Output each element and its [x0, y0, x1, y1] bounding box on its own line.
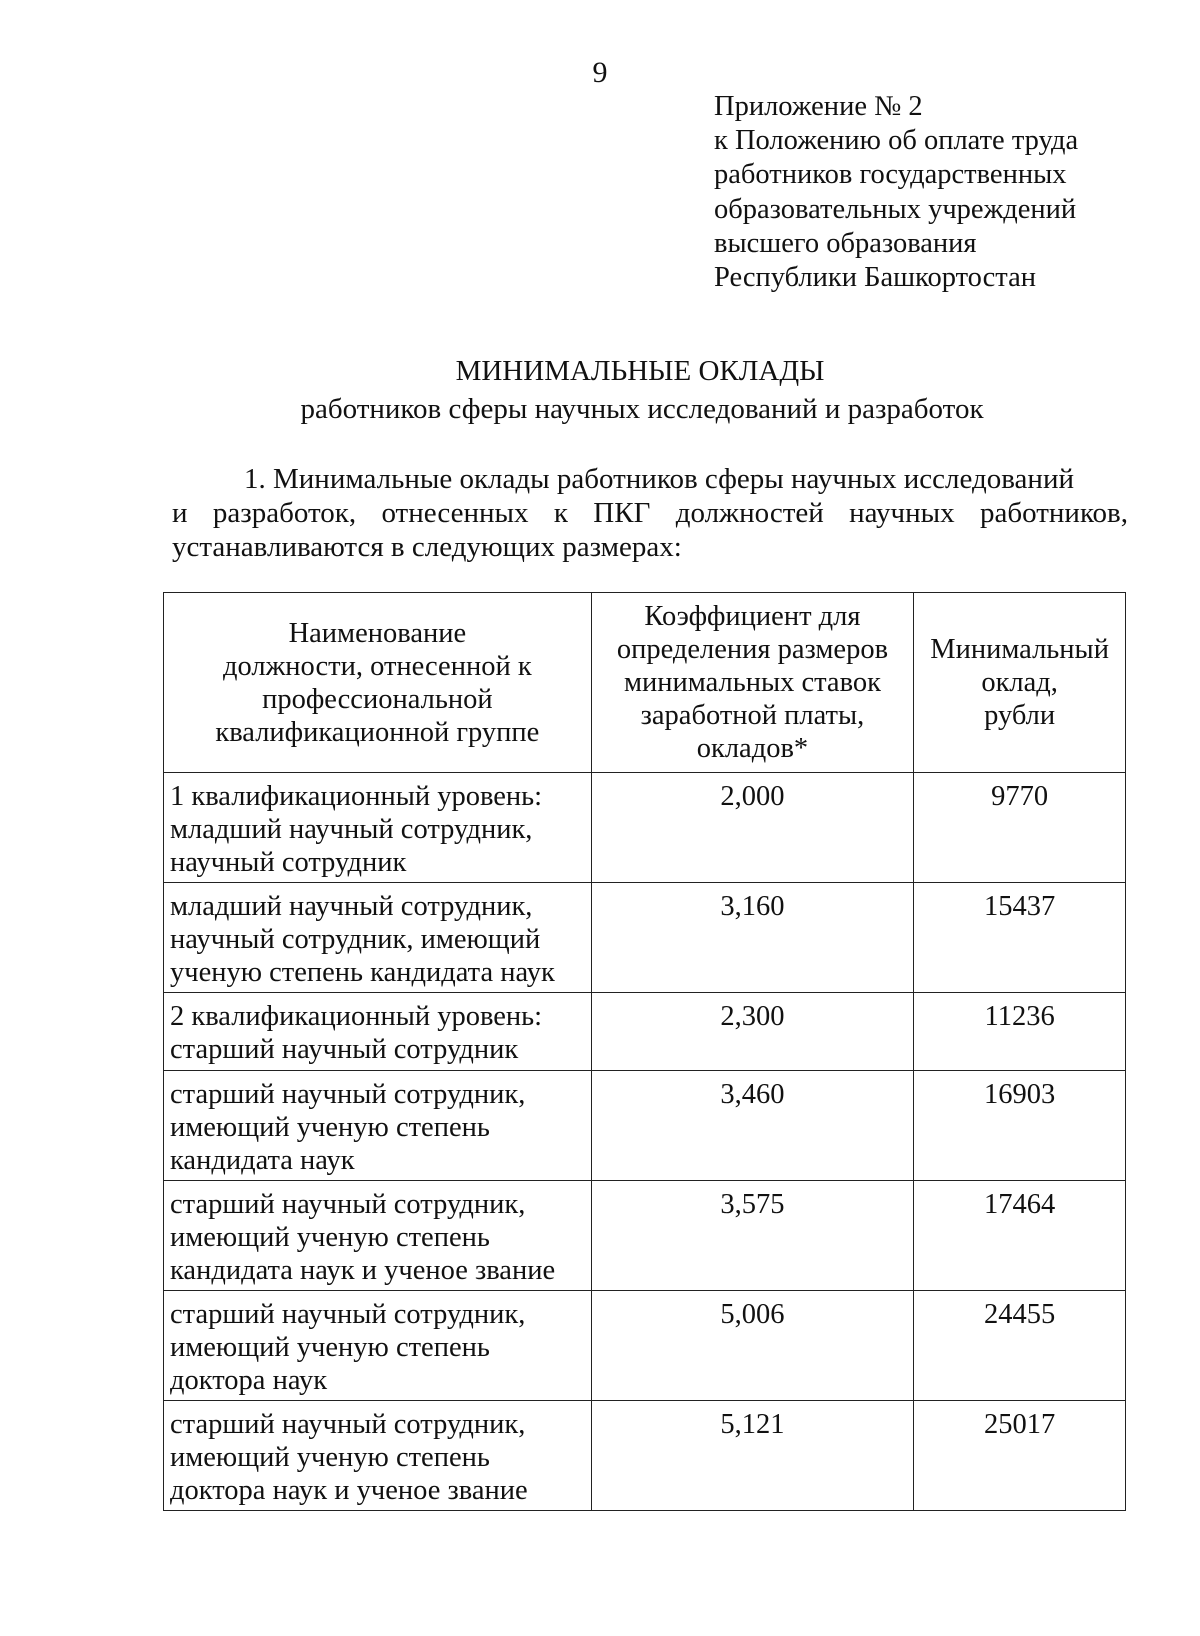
- salary-table: [163, 592, 1126, 1511]
- table-row: [164, 1181, 1126, 1291]
- table-row: [164, 1401, 1126, 1511]
- page-number: 9: [592, 56, 608, 89]
- coefficient-cell: 2,000: [591, 773, 914, 883]
- position-name-cell: 2 квалификационный уровень: старший научный сотрудник: [164, 993, 592, 1071]
- paragraph-line: 1. Минимальные оклады работников сферы научных исследований: [244, 463, 1074, 495]
- position-name-cell: старший научный сотрудник, имеющий ученую степень кандидата наук: [164, 1071, 592, 1181]
- header-coefficient: Коэффициент для определения размеров минимальных ставок заработной платы, окладов*: [591, 593, 914, 773]
- salary-cell: 25017: [914, 1401, 1126, 1511]
- appendix-line: образовательных учреждений: [714, 193, 1077, 225]
- table-row: [164, 773, 1126, 883]
- table-row: [164, 993, 1126, 1071]
- header-minimum-salary: Минимальный оклад, рубли: [914, 593, 1126, 773]
- appendix-line: работников государственных: [714, 159, 1067, 191]
- coefficient-cell: 3,460: [591, 1071, 914, 1181]
- salary-cell: 9770: [914, 773, 1126, 883]
- coefficient-cell: 5,121: [591, 1401, 914, 1511]
- appendix-line: Республики Башкортостан: [714, 262, 1036, 294]
- salary-cell: 16903: [914, 1071, 1126, 1181]
- appendix-line: Приложение № 2: [714, 91, 923, 122]
- position-name-cell: старший научный сотрудник, имеющий ученую степень доктора наук: [164, 1291, 592, 1401]
- position-name-cell: старший научный сотрудник, имеющий ученую степень доктора наук и ученое звание: [164, 1401, 592, 1511]
- appendix-reference: [714, 90, 1184, 295]
- coefficient-cell: 5,006: [591, 1291, 914, 1401]
- salary-cell: 11236: [914, 993, 1126, 1071]
- appendix-line: высшего образования: [714, 227, 977, 259]
- table-row: [164, 883, 1126, 993]
- header-position-name: Наименование должности, отнесенной к профессиональной квалификационной группе: [164, 593, 592, 773]
- table-row: [164, 1071, 1126, 1181]
- position-name-cell: старший научный сотрудник, имеющий ученую степень кандидата наук и ученое звание: [164, 1181, 592, 1291]
- position-name-cell: младший научный сотрудник, научный сотрудник, имеющий ученую степень кандидата наук: [164, 883, 592, 993]
- table-header-row: [164, 593, 1126, 773]
- table-row: [164, 1291, 1126, 1401]
- coefficient-cell: 2,300: [591, 993, 914, 1071]
- appendix-line: к Положению об оплате труда: [714, 125, 1079, 157]
- salary-cell: 15437: [914, 883, 1126, 993]
- position-name-cell: 1 квалификационный уровень: младший научный сотрудник, научный сотрудник: [164, 773, 592, 883]
- coefficient-cell: 3,160: [591, 883, 914, 993]
- paragraph-line: устанавливаются в следующих размерах:: [172, 531, 682, 563]
- salary-cell: 17464: [914, 1181, 1126, 1291]
- document-title: МИНИМАЛЬНЫЕ ОКЛАДЫ: [455, 355, 825, 387]
- paragraph-line: и разработок, отнесенных к ПКГ должностей научных работников,: [172, 497, 1128, 529]
- document-subtitle: работников сферы научных исследований и разработок: [300, 393, 984, 425]
- coefficient-cell: 3,575: [591, 1181, 914, 1291]
- salary-cell: 24455: [914, 1291, 1126, 1401]
